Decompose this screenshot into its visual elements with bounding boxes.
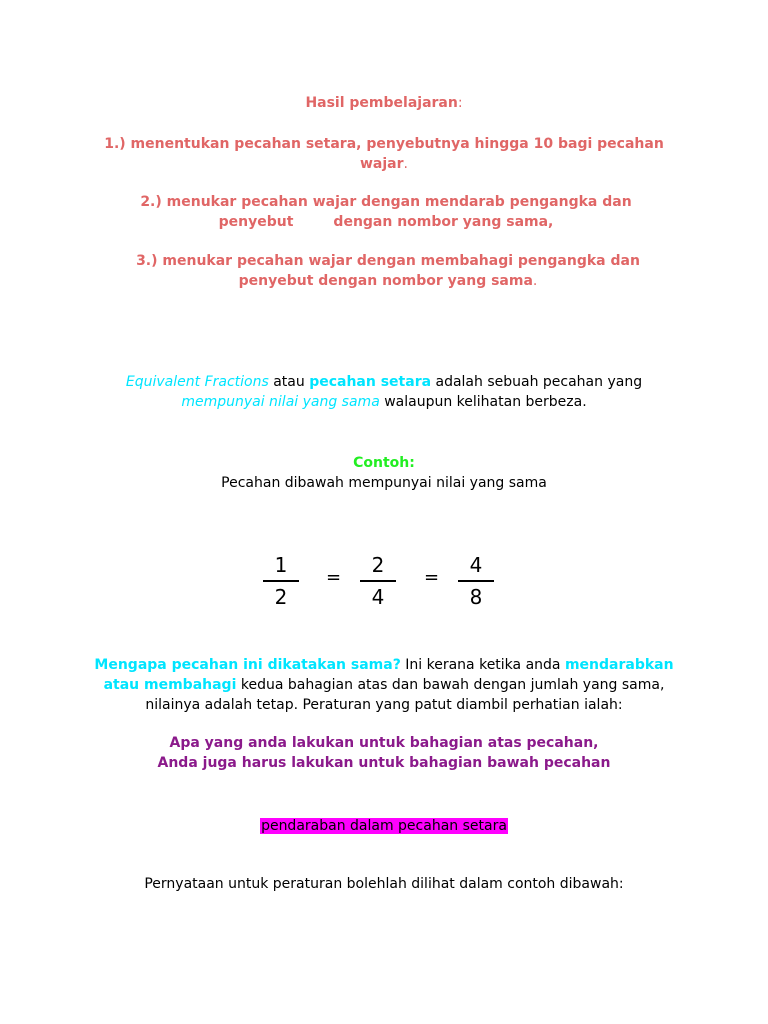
fraction-3-denominator: 8 <box>469 585 483 609</box>
learning-item-3-end: . <box>532 273 538 289</box>
fraction-2-numerator: 2 <box>371 553 385 577</box>
learning-heading-colon: : <box>457 95 463 111</box>
fraction-2-bar <box>360 580 396 582</box>
definition-rest-1: adalah sebuah pecahan yang <box>431 374 643 390</box>
statement-text: Pernyataan untuk peraturan bolehlah dilihat dalam contoh dibawah: <box>144 876 624 892</box>
rule-line-1: Apa yang anda lakukan untuk bahagian atas pecahan, <box>169 735 599 751</box>
learning-item-1-line-2: wajar <box>360 156 404 172</box>
equals-sign-2: = <box>424 567 440 588</box>
learning-item-2-line-2b: dengan nombor yang sama, <box>333 214 554 230</box>
why-highlight-1: mendarabkan <box>564 657 674 673</box>
section-title-text: pendaraban dalam pecahan setara <box>261 818 507 834</box>
example-heading-colon: : <box>409 455 415 471</box>
equals-sign-1: = <box>326 567 342 588</box>
example-heading-text: Contoh <box>353 455 410 471</box>
learning-item-1-end: . <box>403 156 408 172</box>
fraction-2 <box>358 553 398 609</box>
section-title <box>0 816 768 836</box>
learning-heading-text: Hasil pembelajaran <box>305 95 458 111</box>
learning-item-3-line-1: 3.) menukar pecahan wajar dengan membahagi pengangka dan <box>136 253 640 269</box>
definition-paragraph <box>0 372 768 412</box>
fraction-1-numerator: 1 <box>274 553 288 577</box>
learning-item-2-line-1: 2.) menukar pecahan wajar dengan mendarab pengangka dan <box>140 194 632 210</box>
learning-item-2 <box>2 192 768 232</box>
learning-item-3 <box>4 251 768 291</box>
rule-paragraph <box>0 733 768 773</box>
learning-item-1 <box>0 134 768 174</box>
learning-item-3-line-2: penyebut dengan nombor yang sama <box>238 273 533 289</box>
learning-item-2-line-2a: penyebut <box>218 214 294 230</box>
example-heading <box>0 453 768 473</box>
why-question: Mengapa pecahan ini dikatakan sama? <box>94 657 401 673</box>
why-paragraph <box>0 655 768 715</box>
definition-atau: atau <box>268 374 310 390</box>
statement <box>0 874 768 894</box>
fraction-1-bar <box>263 580 299 582</box>
fraction-2-denominator: 4 <box>371 585 385 609</box>
fraction-3-bar <box>458 580 494 582</box>
definition-rest-2: walaupun kelihatan berbeza. <box>379 394 587 410</box>
why-text-1: Ini kerana ketika anda <box>400 657 565 673</box>
why-text-3: nilainya adalah tetap. Peraturan yang patut diambil perhatian ialah: <box>145 697 623 713</box>
fraction-1-denominator: 2 <box>274 585 288 609</box>
fraction-equation <box>0 553 768 613</box>
learning-heading <box>0 93 768 113</box>
learning-item-1-line-1: 1.) menentukan pecahan setara, penyebutnya hingga 10 bagi pecahan <box>104 136 664 152</box>
why-highlight-2: atau membahagi <box>103 677 237 693</box>
why-text-2: kedua bahagian atas dan bawah dengan jumlah yang sama, <box>236 677 665 693</box>
example-text <box>0 473 768 493</box>
fraction-3 <box>456 553 496 609</box>
term-pecahan-setara: pecahan setara <box>309 374 432 390</box>
fraction-3-numerator: 4 <box>469 553 483 577</box>
fraction-1 <box>261 553 301 609</box>
term-equivalent-fractions: Equivalent Fractions <box>125 374 269 390</box>
term-same-value: mempunyai nilai yang sama <box>181 394 380 410</box>
example-text-content: Pecahan dibawah mempunyai nilai yang sama <box>221 475 547 491</box>
rule-line-2: Anda juga harus lakukan untuk bahagian bawah pecahan <box>157 755 611 771</box>
